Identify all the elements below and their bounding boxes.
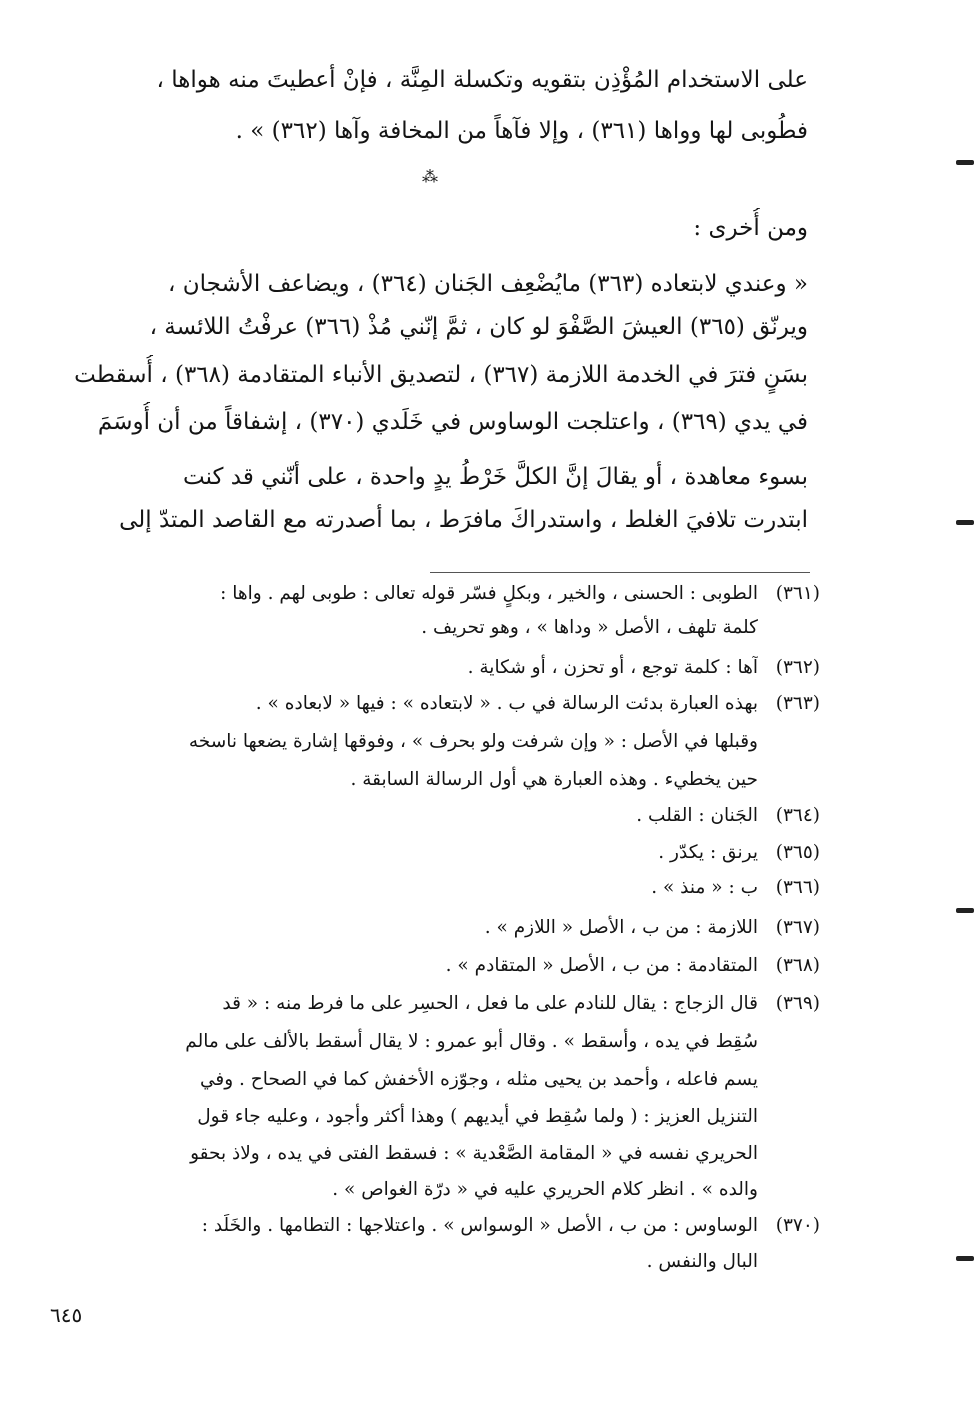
main-line-7: بسوء معاهدة ، أو يقالَ إنَّ الكلَّ خَرْطُ يدٍ واحدة ، على أنّني قد كنت bbox=[183, 464, 808, 490]
main-line-1: على الاستخدام المُؤْذِن بتقويه وتكسلة المِنَّة ، فإنْ أعطيتَ منه هواها ، bbox=[156, 67, 808, 93]
footnote-number: (٣٦٤) bbox=[775, 805, 820, 826]
page-number: ٦٤٥ bbox=[50, 1303, 83, 1327]
footnote-line: الجَنان : القلب . bbox=[636, 805, 758, 826]
main-line-4: ويرنّق (٣٦٥) العيشَ الصَّفْوَ لو كان ، ثمَّ إنّني مُذْ (٣٦٦) عرفْتُ اللائسة ، bbox=[149, 314, 808, 340]
footnote-number: (٣٦٢) bbox=[775, 657, 820, 678]
footnote-line: الحريري نفسه في « المقامة الصَّعْدية » : فسقط الفتى في يده ، ولاذ بحقو bbox=[190, 1143, 758, 1164]
footnote-line: الطوبى : الحسنى ، والخير ، وبكلٍ فسّر قوله تعالى : طوبى لهم . واها : bbox=[220, 583, 758, 604]
footnote-number: (٣٦٨) bbox=[775, 955, 820, 976]
footnote-line: الوساوس : من ب ، الأصل « الوسواس » . واعتلاجها : التطامها . والخَلَد : bbox=[201, 1215, 758, 1236]
scan-edge-mark bbox=[956, 520, 974, 525]
scan-edge-mark bbox=[956, 1256, 974, 1261]
footnote-line: قال الزجاج : يقال للنادم على ما فعل ، الحسِر على ما فرط منه : « قد bbox=[222, 993, 758, 1014]
footnote-number: (٣٦٧) bbox=[775, 917, 820, 938]
footnote-line: التنزيل العزيز : ( ولما سُقِط في أيديهم ) وهذا أكثر وأجود ، وعليه جاء قول bbox=[197, 1106, 758, 1127]
main-line-8: ابتدرت تلافيَ الغلط ، واستدراكَ مافرَط ، بما أصدرته مع القاصد المتدّ إلى bbox=[119, 507, 808, 533]
footnote-line: ب : « منذ » . bbox=[651, 877, 758, 898]
footnote-line: يرنق : يكدّر . bbox=[658, 842, 758, 863]
footnote-number: (٣٦٥) bbox=[775, 842, 820, 863]
main-line-5: بسَنٍ فترَ في الخدمة اللازمة (٣٦٧) ، لتصديق الأنباء المتقادمة (٣٦٨) ، أُسقطت bbox=[74, 362, 808, 388]
footnote-number: (٣٦١) bbox=[775, 583, 820, 604]
footnote-number: (٣٦٩) bbox=[775, 993, 820, 1014]
section-separator-stars: ⁂ bbox=[422, 167, 438, 186]
scan-edge-mark bbox=[956, 908, 974, 913]
footnote-line: اللازمة : من ب ، الأصل « اللازم » . bbox=[484, 917, 758, 938]
footnote-line: آها : كلمة توجع ، أو تحزن ، أو شكاية . bbox=[467, 657, 758, 678]
footnote-line: بهذه العبارة بدئت الرسالة في ب . « لابتعاده » : فيها « لابعاده » . bbox=[255, 693, 758, 714]
footnote-number: (٣٦٦) bbox=[775, 877, 820, 898]
section-heading: ومن أُخرى : bbox=[693, 215, 808, 241]
footnote-divider bbox=[430, 572, 810, 573]
scan-edge-mark bbox=[956, 160, 974, 165]
footnote-number: (٣٦٣) bbox=[775, 693, 820, 714]
footnote-line: وقبلها في الأصل : « وإن شرفت ولو بحرف » ، وفوقها إشارة يضعها ناسخه bbox=[188, 731, 758, 752]
main-line-2: فطُوبى لها وواها (٣٦١) ، وإلا فآهاً من المخافة وآها (٣٦٢) » . bbox=[235, 118, 808, 144]
footnote-line: كلمة تلهف ، الأصل « وداها » ، وهو تحريف . bbox=[421, 617, 758, 638]
footnote-line: المتقادمة : من ب ، الأصل « المتقادم » . bbox=[445, 955, 758, 976]
footnote-line: والده » . انظر كلام الحريري عليه في « درّة الغواص » . bbox=[332, 1179, 758, 1200]
footnote-line: البال والنفس . bbox=[646, 1251, 758, 1272]
footnote-line: سُقِط في يده ، وأسقط » . وقال أبو عمرو : لا يقال أسقط بالألف على مالم bbox=[185, 1031, 758, 1052]
main-line-6: في يدي (٣٦٩) ، واعتلجت الوساوس في خَلَدي (٣٧٠) ، إشفاقاً من أن أُوسَمَ bbox=[97, 409, 808, 435]
main-line-3: « وعندي لابتعاده (٣٦٣) مايُضْعِف الجَنان (٣٦٤) ، ويضاعف الأشجان ، bbox=[168, 271, 808, 297]
footnote-number: (٣٧٠) bbox=[775, 1215, 820, 1236]
footnote-line: حين يخطيء . وهذه العبارة هي أول الرسالة السابقة . bbox=[350, 769, 758, 790]
footnote-line: يسم فاعله ، وأحمد بن يحيى مثله ، وجوّزه الأخفش كما في الصحاح . وفي bbox=[199, 1069, 758, 1090]
